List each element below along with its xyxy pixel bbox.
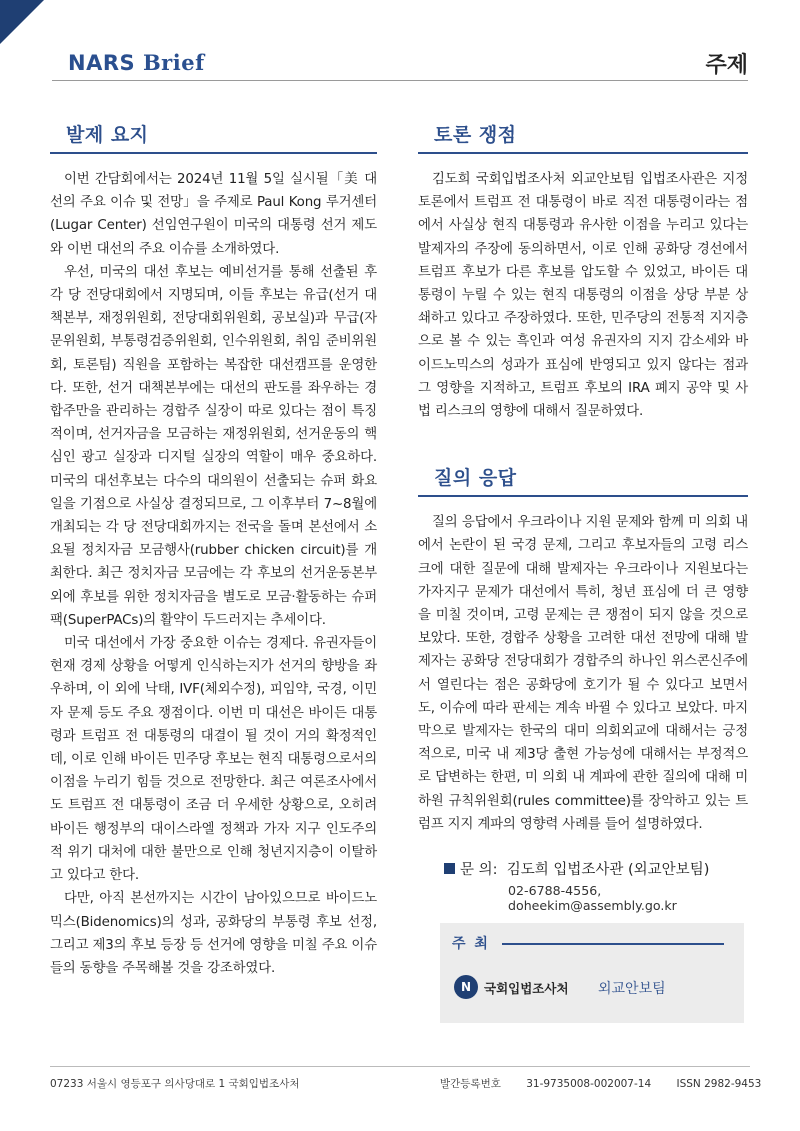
footer-divider xyxy=(50,1066,750,1067)
registration-label: 발간등록번호 xyxy=(440,1078,501,1090)
right-column xyxy=(418,120,748,1023)
contact-name: 김도희 입법조사관 (외교안보팀) xyxy=(506,862,710,879)
section-title-summary: 발제 요지 xyxy=(50,120,377,154)
issn-number: ISSN 2982-9453 xyxy=(676,1078,762,1090)
page-topic: 주제 xyxy=(705,53,748,78)
corner-decoration xyxy=(0,0,44,44)
host-dept: 외교안보팀 xyxy=(598,981,666,998)
brand-logo xyxy=(68,50,205,75)
section-title-qa: 질의 응답 xyxy=(418,463,748,497)
footer-address: 07233 서울시 영등포구 의사당대로 1 국회입법조사처 xyxy=(50,1078,300,1090)
section-spacer xyxy=(418,423,748,463)
contact-line xyxy=(444,858,748,879)
registration-number: 31-9735008-002007-14 xyxy=(526,1078,652,1090)
summary-paragraph-4: 다만, 아직 본선까지는 시간이 남아있으므로 바이드노믹스(Bidenomics)의 성과, 공화당의 부통령 후보 선정, 그리고 제3의 후보 등장 등 선거에 영향을 미칠 주요 이슈들의 동향을 주목해볼 것을 강조하였다. xyxy=(50,891,377,976)
summary-paragraph-1: 이번 간담회에서는 2024년 11월 5일 실시될「美 대선의 주요 이슈 및 전망」을 주제로 Paul Kong 루거센터(Lugar Center) 선임연구원이 미국의 대통령 선거 제도와 이번 대선의 주요 이슈를 소개하였다. xyxy=(50,172,377,257)
section-title-debate: 토론 쟁점 xyxy=(418,120,748,154)
left-column xyxy=(50,120,377,980)
host-org: 국회입법조사처 xyxy=(484,981,569,997)
host-label: 주 최 xyxy=(452,936,490,953)
contact-detail: 02-6788-4556, doheekim@assembly.go.kr xyxy=(508,883,677,914)
qa-paragraph: 질의 응답에서 우크라이나 지원 문제와 함께 미 의회 내에서 논란이 된 국경 문제, 그리고 후보자들의 고령 리스크에 대한 질문에 대해 발제자는 우크라이나 지원보다는 가자지구 문제가 대선에서 특히, 청년 표심에 더 큰 영향을 미칠 것이며, 고령 문제는 큰 쟁점이 되지 않을 것으로 보았다. 또한, 경합주 상황을 고려한 대선 전망에 대해 발제자는 공화당 전당대회가 경합주의 하나인 위스콘신주에서 열린다는 점은 공화당에 호기가 될 수 있다고 보면서도, 이슈에 따라 판세는 계속 바뀔 수 있다고 보았다. 마지막으로 발제자는 한국의 대미 의회외교에 대해서는 긍정적으로, 미국 내 제3당 출현 가능성에 대해서는 부정적으로 답변하는 한편, 미 의회 내 계파에 관한 질의에 대해 미 하원 규칙위원회(rules committee)를 장악하고 있는 트럼프 지지 계파의 영향력 사례를 들어 설명하였다. xyxy=(418,515,748,832)
assembly-seal-icon: N xyxy=(454,975,478,999)
contact-label: 문 의: xyxy=(460,862,498,879)
summary-paragraph-3: 미국 대선에서 가장 중요한 이슈는 경제다. 유권자들이 현재 경제 상황을 어떻게 인식하는지가 선거의 향방을 좌우하며, 이 외에 낙태, IVF(체외수정), 피임약, 국경, 이민자 문제 등도 주요 쟁점이다. 이번 미 대선은 바이든 대통령과 트럼프 전 대통령의 대결이 될 것이 거의 확정적인데, 이로 인해 바이든 민주당 후보는 현직 대통령으로서의 이점을 누리기 힘들 것으로 전망한다. 최근 여론조사에서도 트럼프 전 대통령이 조금 더 우세한 상황으로, 오히려 바이든 행정부의 대이스라엘 정책과 가자 지구 인도주의적 위기 대처에 대한 불만으로 인해 청년지지층이 이탈하고 있다고 한다. xyxy=(50,636,377,884)
summary-paragraph-2: 우선, 미국의 대선 후보는 예비선거를 통해 선출된 후 각 당 전당대회에서 지명되며, 이들 후보는 유급(선거 대책본부, 재정위원회, 전당대회위원회, 공보실)과 무급(자문위원회, 부통령검증위원회, 인수위원회, 취임 준비위원회, 토론팀) 직원을 포함하는 복잡한 대선캠프를 운영한다. 또한, 선거 대책본부에는 대선의 판도를 좌우하는 경합주만을 관리하는 경합주 실장이 따로 있다는 점이 특징적이며, 선거자금을 모금하는 재정위원회, 선거운동의 핵심인 광고 실장과 디지털 실장의 역할이 매우 중요하다. 미국의 대선후보는 다수의 대의원이 선출되는 슈퍼 화요일을 기점으로 사실상 결정되므로, 그 이후부터 7~8월에 개최되는 각 당 전당대회까지는 전국을 돌며 본선에서 소요될 정치자금 모금행사(rubber chicken circuit)를 개최한다. 최근 정치자금 모금에는 각 후보의 선거운동본부 외에 후보를 위한 정치자금을 별도로 모금·활동하는 슈퍼팩(SuperPACs)의 활약이 두드러지는 추세이다. xyxy=(50,264,377,628)
header-divider xyxy=(52,80,748,81)
debate-paragraph: 김도희 국회입법조사처 외교안보팀 입법조사관은 지정토론에서 트럼프 전 대통령이 바로 직전 대통령이라는 점에서 사실상 현직 대통령과 유사한 이점을 누리고 있다는 발제자의 주장에 동의하면서, 이로 인해 공화당 경선에서 트럼프 후보가 다른 후보를 압도할 수 있었고, 바이든 대통령이 누릴 수 있는 현직 대통령의 이점을 상당 부분 상쇄하고 있다고 주장하였다. 또한, 민주당의 전통적 지지층으로 볼 수 있는 흑인과 여성 유권자의 지지 감소세와 바이드노믹스의 성과가 표심에 반영되고 있지 않다는 점과 그 영향을 지적하고, 트럼프 후보의 IRA 폐지 공약 및 사법 리스크의 영향에 대해서 질문하였다. xyxy=(418,172,748,420)
brand-brief: Brief xyxy=(142,50,205,75)
square-bullet-icon xyxy=(444,863,455,874)
brand-nars: NARS xyxy=(68,51,136,75)
footer-registration xyxy=(440,1076,761,1091)
contact-block xyxy=(418,858,748,913)
host-box xyxy=(440,923,744,1023)
host-divider xyxy=(502,943,724,945)
